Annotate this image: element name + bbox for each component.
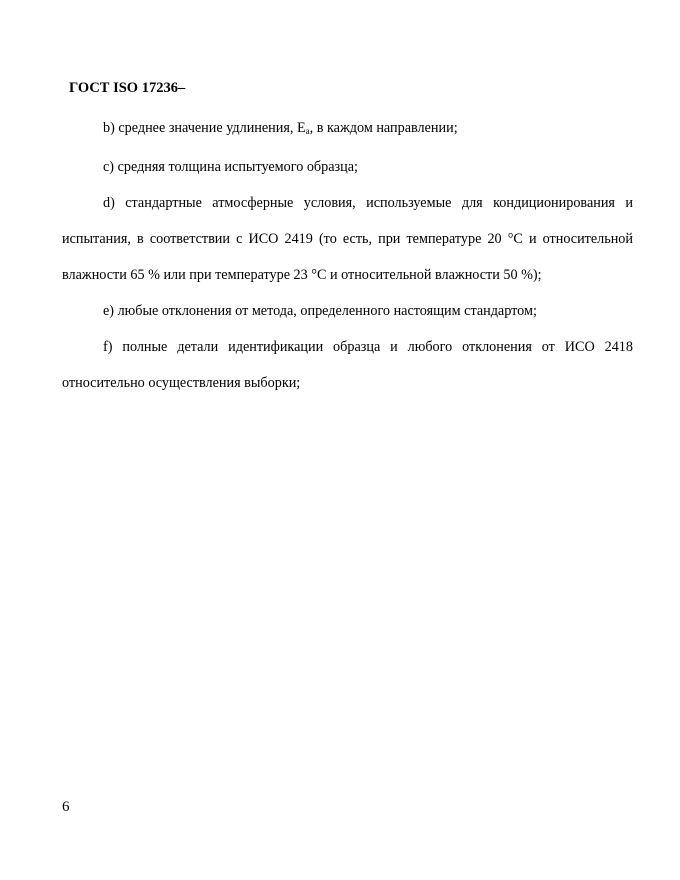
list-item-b-text: b) среднее значение удлинения, E [103, 120, 306, 136]
list-item-e: e) любые отклонения от метода, определенного настоящим стандартом; [103, 303, 537, 319]
list-item-f: f) полные детали идентификации образца и любого отклонения от ИСО 2418 относительно осуществления выборки; [62, 339, 633, 391]
document-body [62, 110, 633, 401]
list-item-b [62, 110, 633, 149]
list-item-b-text-end: , в каждом направлении; [309, 120, 458, 136]
elongation-subscript: a [305, 126, 310, 136]
page-header-standard-code: ГОСТ ISO 17236– [69, 80, 186, 96]
page-number: 6 [62, 799, 70, 815]
list-item-c: c) средняя толщина испытуемого образца; [103, 159, 358, 175]
list-item-d: d) стандартные атмосферные условия, используемые для кондиционирования и испытания, в соответствии с ИСО 2419 (то есть, при температуре 20 °C и относительной влажности 65 % или при температуре 23 °C и относительной влажности 50 %); [62, 195, 633, 283]
